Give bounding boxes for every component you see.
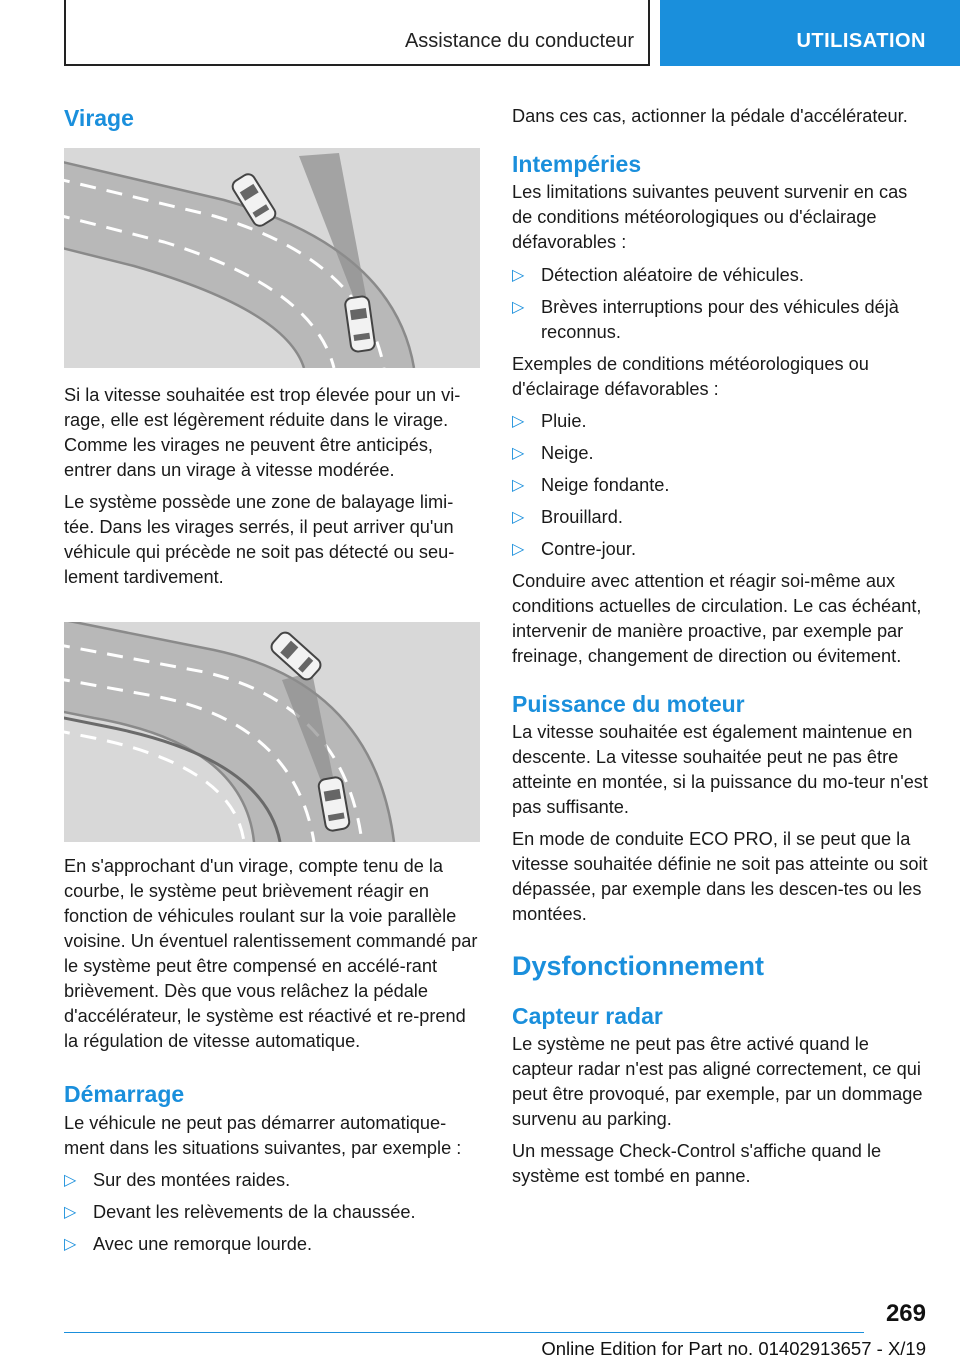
- header-section-title: Assistance du conducteur: [404, 30, 634, 52]
- list-item-text: Brouillard.: [541, 507, 623, 527]
- footer-divider: [64, 1332, 864, 1333]
- curve-illustration-1: [64, 148, 480, 368]
- left-column: [64, 100, 482, 1257]
- triangle-right-outline-icon: ▷: [512, 299, 525, 316]
- list-item: [64, 1200, 482, 1225]
- paragraph: Le système possède une zone de balayage limi-tée. Dans les virages serrés, il peut arriver qu'un véhicule qui précède ne soit pas détecté ou seu-lement tardivement.: [64, 492, 455, 587]
- heading-virage: Virage: [64, 105, 134, 131]
- list-item-text: Neige fondante.: [541, 475, 670, 495]
- list-item-text: Contre-jour.: [541, 539, 637, 559]
- page-number: 269: [885, 1300, 926, 1327]
- list-item-text: Pluie.: [541, 411, 587, 431]
- list-item-text: Neige.: [541, 443, 594, 463]
- list-item: [512, 473, 932, 498]
- list-item: [512, 263, 932, 288]
- list-item: [512, 295, 932, 345]
- triangle-right-outline-icon: ▷: [512, 477, 525, 494]
- paragraph: En s'approchant d'un virage, compte tenu de la courbe, le système peut brièvement réagir en fonction de véhicules roulant sur la voie parallèle voisine. Un éventuel ralentissement commandé par le système peut être compensé en accélé-rant brièvement. Dès que vous relâchez la pédale d'accélérateur, le système est réactivé et re-prend la régulation de vitesse automatique.: [64, 856, 478, 1051]
- list-item: [512, 537, 932, 562]
- list-item-text: Avec une remorque lourde.: [93, 1234, 313, 1254]
- header-tab: [660, 0, 960, 66]
- list-item: [64, 1232, 482, 1257]
- list-item-text: Détection aléatoire de véhicules.: [541, 265, 804, 285]
- triangle-right-outline-icon: ▷: [512, 267, 525, 284]
- list-demarrage: [64, 1168, 482, 1257]
- list-item: [512, 409, 932, 434]
- triangle-right-outline-icon: ▷: [512, 413, 525, 430]
- paragraph: Exemples de conditions météorologiques ou d'éclairage défavorables :: [512, 354, 869, 399]
- triangle-right-outline-icon: ▷: [512, 541, 525, 558]
- triangle-right-outline-icon: ▷: [64, 1204, 77, 1221]
- list-item: [64, 1168, 482, 1193]
- paragraph: Le système ne peut pas être activé quand le capteur radar n'est pas aligné correctement, ce qui peut être provoqué, par exemple, par un dommage survenu au parking.: [512, 1034, 923, 1129]
- list-limitations: [512, 263, 932, 345]
- heading-capteur-radar: Capteur radar: [512, 1003, 663, 1029]
- list-item: [512, 441, 932, 466]
- paragraph: Le véhicule ne peut pas démarrer automatique-ment dans les situations suivantes, par exemple :: [64, 1113, 462, 1158]
- paragraph: La vitesse souhaitée est également maintenue en descente. La vitesse souhaitée peut ne pas être atteinte en montée, si la puissance du mo-teur n'est pas suffisante.: [512, 722, 928, 817]
- triangle-right-outline-icon: ▷: [512, 445, 525, 462]
- paragraph: Conduire avec attention et réagir soi-même aux conditions actuelles de circulation. Le cas échéant, intervenir de manière proactive, par exemple par freinage, changement de direction ou évitement.: [512, 571, 922, 666]
- heading-demarrage: Démarrage: [64, 1081, 185, 1107]
- list-item-text: Devant les relèvements de la chaussée.: [93, 1202, 416, 1222]
- triangle-right-outline-icon: ▷: [64, 1236, 77, 1253]
- header-frame: [64, 0, 650, 66]
- curve-illustration-2: [64, 622, 480, 842]
- figure-curve-1: [64, 148, 480, 368]
- paragraph: Les limitations suivantes peuvent survenir en cas de conditions météorologiques ou d'éclairage défavorables :: [512, 182, 908, 252]
- heading-dysfonctionnement: Dysfonctionnement: [512, 951, 765, 981]
- list-item-text: Brèves interruptions pour des véhicules déjà reconnus.: [541, 297, 899, 342]
- list-item-text: Sur des montées raides.: [93, 1170, 291, 1190]
- figure-curve-2: [64, 622, 480, 842]
- right-column: [512, 100, 932, 1189]
- list-conditions: [512, 409, 932, 562]
- list-item: [512, 505, 932, 530]
- paragraph: Si la vitesse souhaitée est trop élevée pour un vi-rage, elle est légèrement réduite dans le virage. Comme les virages ne peuvent être anticipés, entrer dans un virage à vitesse modérée.: [64, 385, 461, 480]
- paragraph: En mode de conduite ECO PRO, il se peut que la vitesse souhaitée définie ne soit pas atteinte ou soit dépassée, par exemple dans les descen-tes ou les montées.: [512, 829, 928, 924]
- paragraph: Dans ces cas, actionner la pédale d'accélérateur.: [512, 106, 908, 126]
- triangle-right-outline-icon: ▷: [64, 1172, 77, 1189]
- triangle-right-outline-icon: ▷: [512, 509, 525, 526]
- header-tab-label: UTILISATION: [796, 30, 926, 52]
- heading-intemperies: Intempéries: [512, 151, 642, 177]
- footer-edition: Online Edition for Part no. 01402913657 - X/19: [541, 1338, 926, 1359]
- heading-puissance: Puissance du moteur: [512, 691, 745, 717]
- paragraph: Un message Check-Control s'affiche quand le système est tombé en panne.: [512, 1141, 882, 1186]
